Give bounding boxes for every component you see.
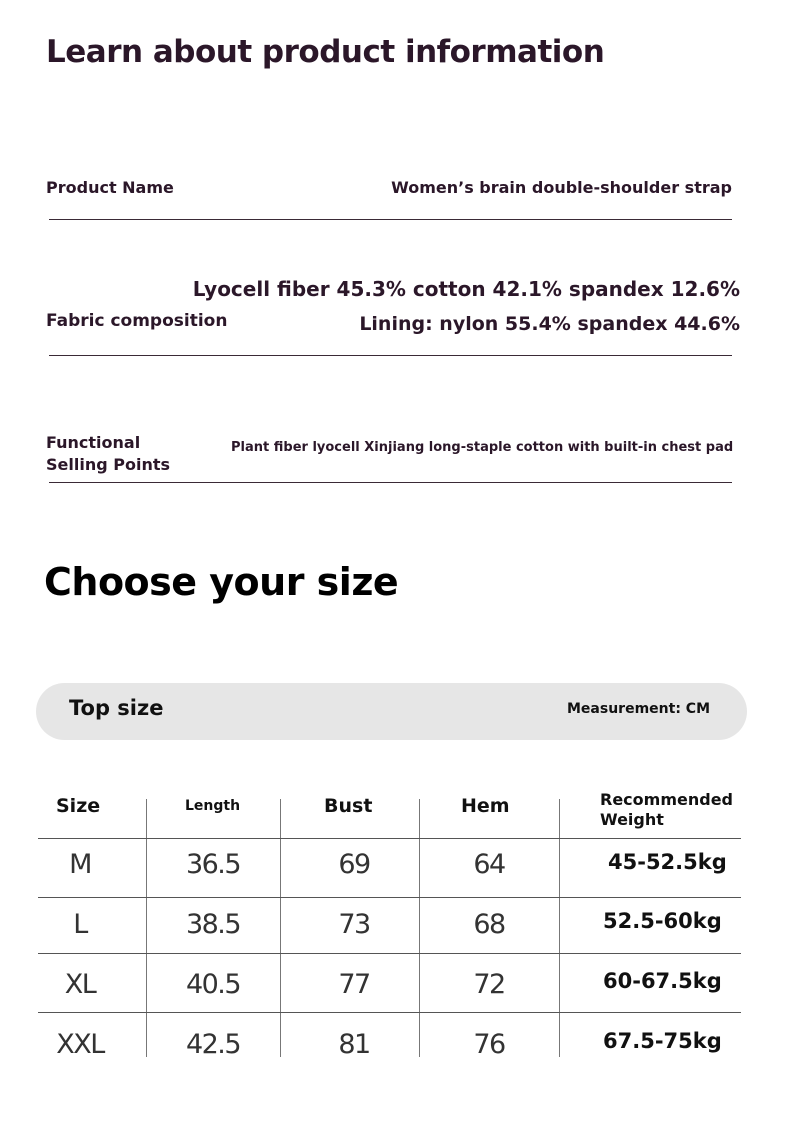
divider [49, 482, 732, 483]
selling-points-label-line: Selling Points [46, 455, 171, 474]
cell-bust: 73 [338, 909, 370, 940]
row-divider [38, 838, 741, 839]
fabric-value-main: Lyocell fiber 45.3% cotton 42.1% spandex 12.6% [192, 277, 740, 301]
fabric-composition-label: Fabric composition [46, 311, 228, 331]
divider [49, 219, 732, 220]
cell-hem: 64 [473, 849, 505, 880]
header-weight-line: Recommended [600, 790, 733, 809]
cell-bust: 69 [338, 849, 370, 880]
selling-points-value: Plant fiber lyocell Xinjiang long-staple cotton with built-in chest pad [231, 440, 734, 455]
cell-size: XL [64, 969, 96, 1000]
cell-weight: 45-52.5kg [608, 850, 727, 874]
measurement-unit-label: Measurement: CM [567, 701, 710, 717]
cell-weight: 52.5-60kg [603, 909, 722, 933]
size-section-title: Choose your size [44, 560, 399, 604]
cell-hem: 68 [473, 909, 505, 940]
row-divider [38, 953, 741, 954]
cell-bust: 77 [338, 969, 370, 1000]
row-divider [38, 1012, 741, 1013]
header-size: Size [56, 795, 101, 817]
row-divider [38, 897, 741, 898]
header-length: Length [185, 798, 241, 814]
fabric-value-lining: Lining: nylon 55.4% spandex 44.6% [359, 313, 740, 335]
selling-points-label-line: Functional [46, 433, 141, 452]
selling-points-label [46, 432, 170, 476]
header-weight-line: Weight [600, 810, 664, 829]
product-name-value: Women’s brain double-shoulder strap [391, 178, 732, 197]
cell-size: L [73, 909, 87, 940]
cell-weight: 67.5-75kg [603, 1029, 722, 1053]
cell-size: XXL [56, 1029, 104, 1060]
cell-hem: 72 [473, 969, 505, 1000]
divider [49, 355, 732, 356]
cell-length: 36.5 [185, 849, 241, 880]
page-title: Learn about product information [46, 34, 605, 70]
cell-bust: 81 [338, 1029, 370, 1060]
cell-hem: 76 [473, 1029, 505, 1060]
header-hem: Hem [461, 795, 510, 817]
header-bust: Bust [324, 795, 373, 817]
product-name-label: Product Name [46, 178, 174, 197]
cell-length: 38.5 [185, 909, 241, 940]
cell-length: 42.5 [185, 1029, 241, 1060]
top-size-label: Top size [69, 696, 164, 720]
header-recommended-weight [600, 790, 733, 830]
cell-size: M [69, 849, 91, 880]
cell-length: 40.5 [185, 969, 241, 1000]
cell-weight: 60-67.5kg [603, 969, 722, 993]
